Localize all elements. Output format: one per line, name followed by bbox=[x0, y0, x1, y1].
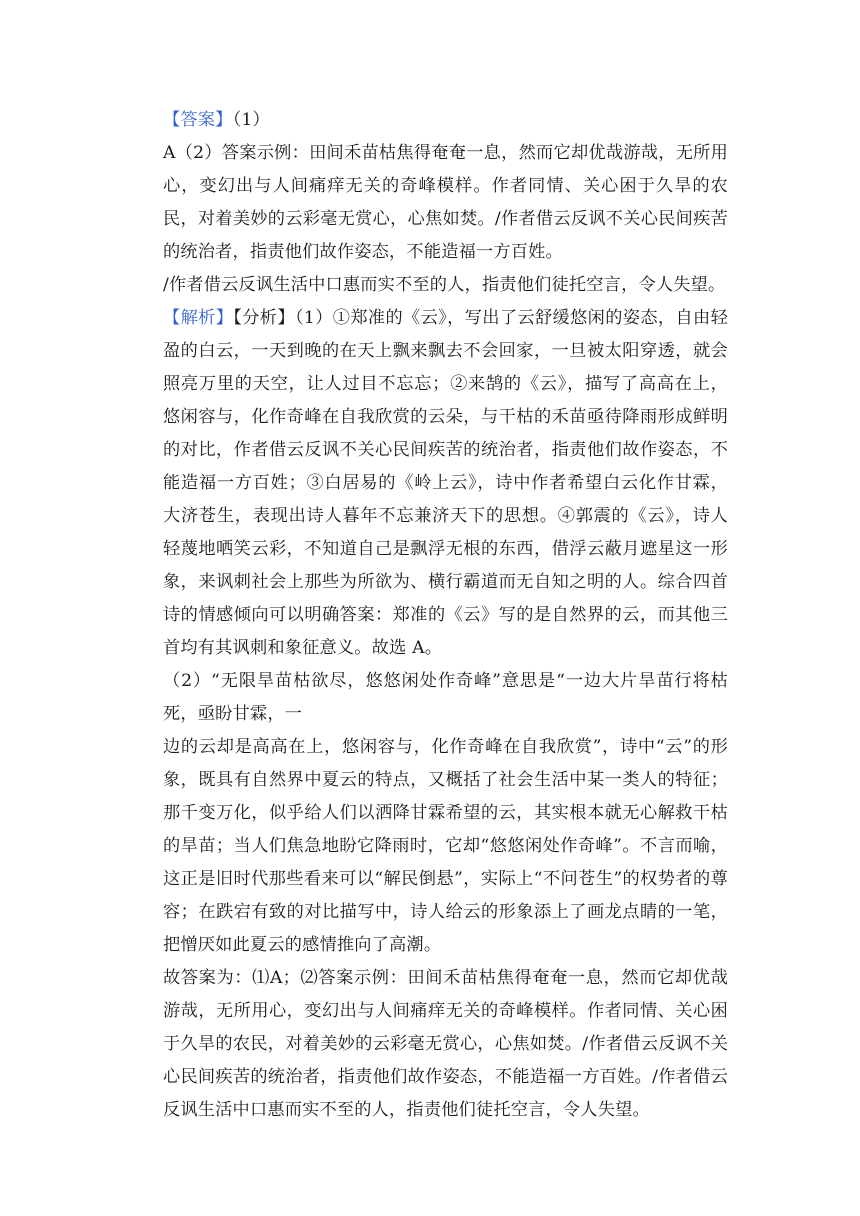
answer-paragraph-3: /作者借云反讽生活中口惠而实不至的人，指责他们徒托空言，令人失望。 bbox=[163, 275, 726, 295]
analysis-text-1: （1）①郑准的《云》，写出了云舒缓悠闲的姿态，自由轻盈的白云，一天到晚的在天上飘来飘去不会回家，一旦被太阳穿透，就会照亮万里的天空，让人过目不忘忘；②来鹄的《云》，描写了高高在上，悠闲容与，化作奇峰在自我欣赏的云朵，与干枯的禾苗亟待降雨形成鲜明的对比，作者借云反讽不关心民间疾苦的统治者，指责他们故作姿态，不能造福一方百姓；③白居易的《岭上云》，诗中作者希望白云化作甘霖，大济苍生，表现出诗人暮年不忘兼济天下的思想。④郭震的《云》，诗人轻蔑地哂笑云彩，不知道自己是飘浮无根的东西，借浮云蔽月遮星这一形象，来讽刺社会上那些为所欲为、横行霸道而无自知之明的人。综合四首诗的情感倾向可以明确答案：郑准的《云》写的是自然界的云，而其他三首均有其讽刺和象征意义。故选 A。 bbox=[163, 308, 729, 658]
answer-heading bbox=[163, 104, 728, 137]
document-body bbox=[163, 104, 728, 1127]
analysis-subtag: 【分析】 bbox=[233, 308, 295, 328]
analysis-paragraph-3: 边的云却是高高在上，悠闲容与，化作奇峰在自我欣赏”，诗中“云”的形象，既具有自然界中夏云的特点，又概括了社会生活中某一类人的特征；那千变万化，似乎给人们以洒降甘霖希望的云，其实根本就无心解救干枯的旱苗；当人们焦急地盼它降雨时，它却“悠悠闲处作奇峰”。不言而喻，这正是旧时代那些看来可以“解民倒悬”，实际上“不问苍生”的权势者的尊容；在跌宕有致的对比描写中，诗人给云的形象添上了画龙点睛的一笔，把憎厌如此夏云的感情推向了高潮。 bbox=[163, 737, 728, 955]
answer-part1: （1） bbox=[232, 110, 270, 130]
analysis-paragraph-4: 故答案为：⑴A；⑵答案示例：田间禾苗枯焦得奄奄一息，然而它却优哉游哉，无所用心，变幻出与人间痛痒无关的奇峰模样。作者同情、关心困于久旱的农民，对着美妙的云彩毫无赏心，心焦如焚。/作者借云反讽不关心民间疾苦的统治者，指责他们故作姿态，不能造福一方百姓。/作者借云反讽生活中口惠而实不至的人，指责他们徒托空言，令人失望。 bbox=[163, 968, 728, 1120]
analysis-tag: 【解析】 bbox=[163, 308, 234, 328]
analysis-paragraph-1 bbox=[163, 302, 728, 665]
analysis-paragraph-2: （2）“无限旱苗枯欲尽，悠悠闲处作奇峰”意思是“一边大片旱苗行将枯死，亟盼甘霖，一 bbox=[163, 671, 728, 724]
answer-paragraph-2: A（2）答案示例：田间禾苗枯焦得奄奄一息，然而它却优哉游哉，无所用心，变幻出与人间痛痒无关的奇峰模样。作者同情、关心困于久旱的农民，对着美妙的云彩毫无赏心，心焦如焚。/作者借云反讽不关心民间疾苦的统治者，指责他们故作姿态，不能造福一方百姓。 bbox=[163, 143, 728, 262]
answer-tag: 【答案】 bbox=[163, 110, 233, 130]
